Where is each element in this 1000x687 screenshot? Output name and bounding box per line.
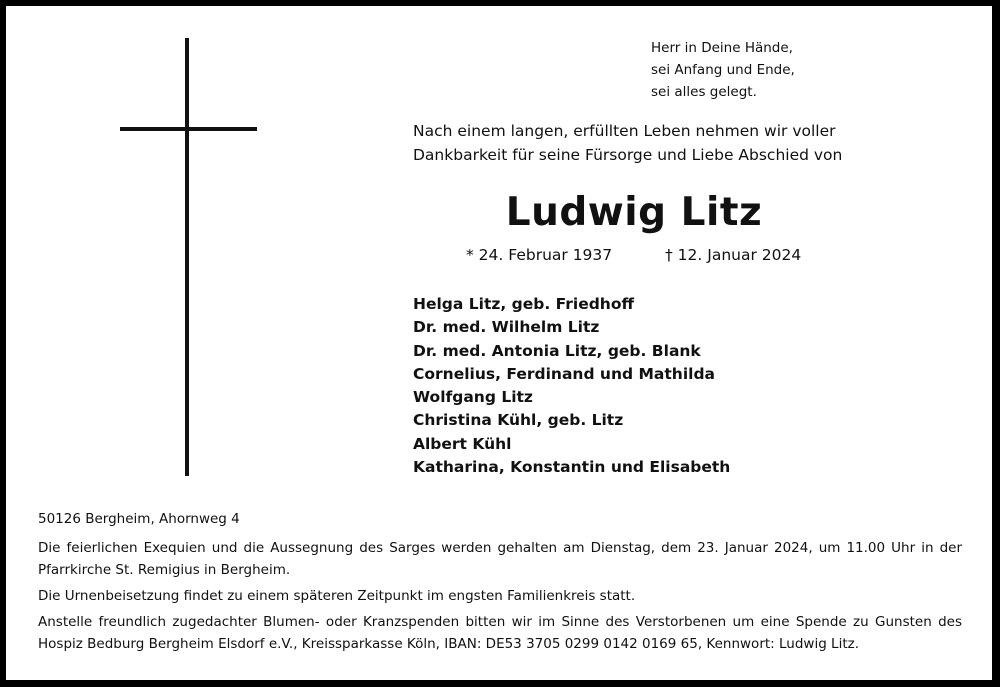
mourner-name: Helga Litz, geb. Friedhoff xyxy=(413,295,635,313)
verse-line: sei alles gelegt. xyxy=(651,84,757,100)
deceased-name: Ludwig Litz xyxy=(505,190,763,235)
cross-icon-crossbar xyxy=(120,127,257,131)
mourner-name: Katharina, Konstantin und Elisabeth xyxy=(413,458,731,477)
bible-verse xyxy=(651,37,795,103)
intro-line: Dankbarkeit für seine Fürsorge und Liebe Abschied von xyxy=(413,146,843,164)
intro-line: Nach einem langen, erfüllten Leben nehmen wir voller xyxy=(413,122,836,140)
mourner-name: Dr. med. Antonia Litz, geb. Blank xyxy=(413,341,701,360)
mourner-name: Cornelius, Ferdinand und Mathilda xyxy=(413,364,716,383)
verse-line: Herr in Deine Hände, xyxy=(651,40,793,56)
service-info: Die feierlichen Exequien und die Aussegnung des Sarges werden gehalten am Dienstag, dem 23. Januar 2024, um 11.00 Uhr in der Pfarrkirche St. Remigius in Bergheim. xyxy=(38,540,962,578)
mourner-name: Wolfgang Litz xyxy=(413,388,533,407)
mourner-name: Albert Kühl xyxy=(413,434,512,453)
verse-line: sei Anfang und Ende, xyxy=(651,62,795,78)
family-address: 50126 Bergheim, Ahornweg 4 xyxy=(38,511,240,527)
donation-info: Anstelle freundlich zugedachter Blumen- oder Kranzspenden bitten wir im Sinne des Verstorbenen um eine Spende zu Gunsten des Hospiz Bedburg Bergheim Elsdorf e.V., Kreissparkasse Köln, IBAN: DE53 3705 0299 0142 0169 65, Kennwort: Ludwig Litz. xyxy=(38,614,962,652)
obituary-notice xyxy=(6,6,992,680)
mourners-list xyxy=(413,293,730,479)
birth-date: * 24. Februar 1937 xyxy=(466,246,613,264)
death-date: † 12. Januar 2024 xyxy=(665,246,802,264)
cross-icon xyxy=(185,38,189,476)
mourner-name: Christina Kühl, geb. Litz xyxy=(413,411,624,430)
burial-info: Die Urnenbeisetzung findet zu einem späteren Zeitpunkt im engsten Familienkreis statt. xyxy=(38,588,636,604)
intro-text xyxy=(413,119,842,167)
mourner-name: Dr. med. Wilhelm Litz xyxy=(413,318,600,337)
